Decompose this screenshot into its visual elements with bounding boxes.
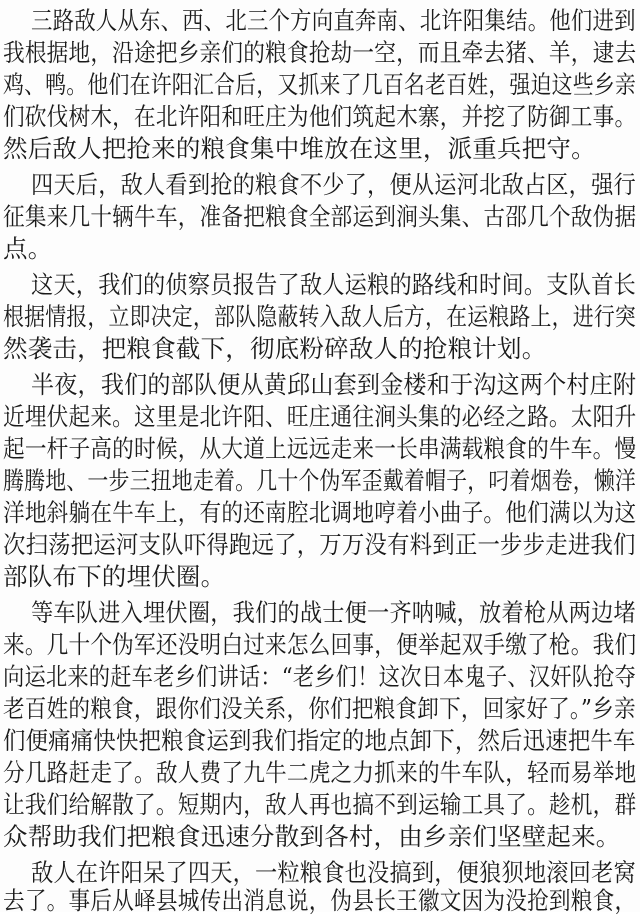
text-line: 根据情报，立即决定，部队隐蔽转入敌人后方，在运粮路上，进行突	[3, 302, 637, 331]
text-line: 洋地斜躺在牛车上，有的还南腔北调地哼着小曲子。他们满以为这	[3, 498, 637, 527]
text-line: 点。	[3, 234, 53, 263]
text-line: 半夜，我们的部队便从黄邱山套到金楼和于沟这两个村庄附	[31, 370, 637, 399]
text-line: 去了。事后从峄县城传出消息说，伪县长王徽文因为没抢到粮食，	[3, 886, 637, 915]
text-line: 部队布下的埋伏圈。	[3, 562, 226, 591]
text-line: 然袭击，把粮食截下，彻底粉碎敌人的抢粮计划。	[3, 334, 547, 363]
text-line: 鸡、鸭。他们在许阳汇合后，又抓来了几百名老百姓，强迫这些乡亲	[3, 70, 637, 99]
text-line: 向运北来的赶车老乡们讲话：“老乡们！这次日本鬼子、汉奸队抢夺	[3, 662, 637, 691]
text-line: 三路敌人从东、西、北三个方向直奔南、北许阳集结。他们进到	[31, 6, 636, 35]
text-line: 近埋伏起来。这里是北许阳、旺庄通往涧头集的必经之路。太阳升	[3, 402, 637, 431]
text-line: 老百姓的粮食，跟你们没关系，你们把粮食卸下，回家好了。”乡亲	[3, 694, 636, 723]
text-line: 敌人在许阳呆了四天，一粒粮食也没搞到，便狼狈地滚回老窝	[31, 858, 636, 887]
text-line: 们便痛痛快快把粮食运到我们指定的地点卸下，然后迅速把牛车	[3, 726, 636, 755]
text-line: 众帮助我们把粮食迅速分散到各村，由乡亲们坚壁起来。	[3, 822, 621, 851]
text-line: 让我们给解散了。短期内，敌人再也搞不到运输工具了。趁机，群	[3, 790, 637, 819]
text-line: 这天，我们的侦察员报告了敌人运粮的路线和时间。支队首长	[31, 270, 636, 299]
text-line: 起一杆子高的时候，从大道上远远走来一长串满载粮食的牛车。慢	[3, 434, 637, 463]
text-line: 我根据地，沿途把乡亲们的粮食抢劫一空，而且牵去猪、羊，逮去	[3, 38, 637, 67]
text-line: 然后敌人把抢来的粮食集中堆放在这里，派重兵把守。	[3, 134, 596, 163]
text-line: 腾腾地、一步三扭地走着。几十个伪军歪戴着帽子，叼着烟卷，懒洋	[3, 466, 637, 495]
text-line: 来。几十个伪军还没明白过来怎么回事，便举起双手缴了枪。我们	[3, 630, 637, 659]
text-line: 等车队进入埋伏圈，我们的战士便一齐呐喊，放着枪从两边堵	[31, 598, 636, 627]
text-line: 四天后，敌人看到抢的粮食不少了，便从运河北敌占区，强行	[31, 170, 636, 199]
text-line: 们砍伐树木，在北许阳和旺庄为他们筑起木寨，并挖了防御工事。	[3, 102, 637, 131]
text-line: 分几路赶走了。敌人费了九牛二虎之力抓来的牛车队，轻而易举地	[3, 758, 637, 787]
text-line: 次扫荡把运河支队吓得跑远了，万万没有料到正一步步走进我们	[3, 530, 636, 559]
text-line: 征集来几十辆牛车，准备把粮食全部运到涧头集、古邵几个敌伪据	[3, 202, 637, 231]
